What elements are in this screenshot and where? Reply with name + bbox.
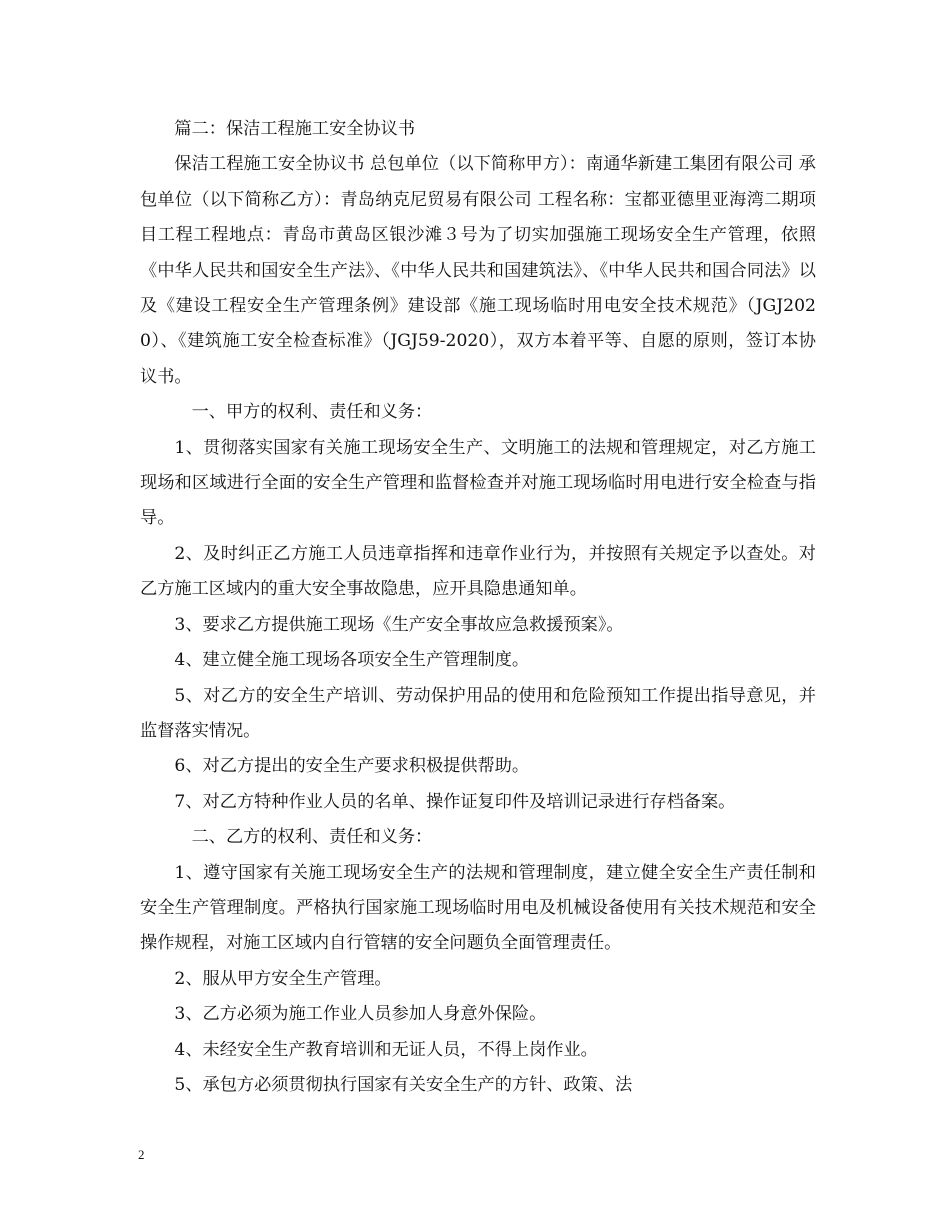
section-1-item-7: 7、对乙方特种作业人员的名单、操作证复印件及培训记录进行存档备案。 [174,791,736,812]
section-1-item-2: 2、及时纠正乙方施工人员违章指挥和违章作业行为，并按照有关规定予以查处。对乙方施工区域内的重大安全事故隐患，应开具隐患通知单。 [140,543,816,600]
section-2-item-3: 3、乙方必须为施工作业人员参加人身意外保险。 [174,1004,547,1025]
section-2-item-1: 1、遵守国家有关施工现场安全生产的法规和管理制度，建立健全安全生产责任制和安全生产管理制度。严格执行国家施工现场临时用电及机械设备使用有关技术规范和安全操作规程，对施工区域内自行管辖的安全问题负全面管理责任。 [140,862,816,954]
document-body [140,112,816,1103]
page-number: 2 [138,1147,145,1162]
section-2-heading: 二、乙方的权利、责任和义务： [191,827,433,848]
document-title: 篇二：保洁工程施工安全协议书 [174,119,416,139]
section-1-item-5: 5、对乙方的安全生产培训、劳动保护用品的使用和危险预知工作提出指导意见，并监督落实情况。 [140,685,816,741]
section-2-item-4: 4、未经安全生产教育培训和无证人员，不得上岗作业。 [174,1039,598,1060]
intro-paragraph: 保洁工程施工安全协议书 总包单位（以下简称甲方）：南通华新建工集团有限公司 承包单位（以下简称乙方）：青岛纳克尼贸易有限公司 工程名称：宝都亚德里亚海湾二期项目工程工程地点：青岛市黄岛区银沙滩３号为了切实加强施工现场安全生产管理，依照《中华人民共和国安全生产法》、《中华人民共和国建筑法》、《中华人民共和国合同法》以及《建设工程安全生产管理条例》建设部《施工现场临时用电安全技术规范》（JGJ2020）、《建筑施工安全检查标准》（JGJ59-2020），双方本着平等、自愿的原则，签订本协议书。 [140,154,816,387]
section-1-item-4: 4、建立健全施工现场各项安全生产管理制度。 [174,650,530,671]
section-2-item-2: 2、服从甲方安全生产管理。 [174,968,392,989]
section-1-item-6: 6、对乙方提出的安全生产要求积极提供帮助。 [174,756,530,777]
section-1-item-1: 1、贯彻落实国家有关施工现场安全生产、文明施工的法规和管理规定，对乙方施工现场和区域进行全面的安全生产管理和监督检查并对施工现场临时用电进行安全检查与指导。 [140,437,816,529]
section-2-item-5: 5、承包方必须贯彻执行国家有关安全生产的方针、政策、法 [174,1074,633,1095]
section-1-item-3: 3、要求乙方提供施工现场《生产安全事故应急救援预案》。 [174,614,624,635]
section-1-heading: 一、甲方的权利、责任和义务： [191,402,433,423]
